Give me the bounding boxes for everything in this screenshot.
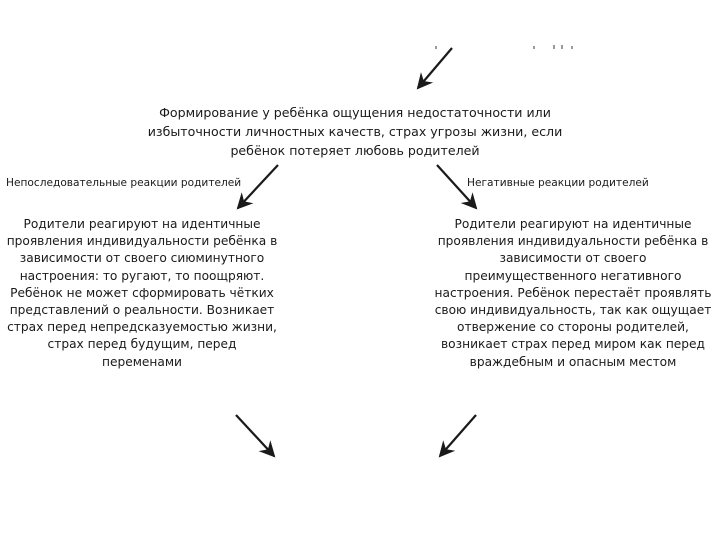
left-branch-fear: Возникает страх перед непредсказуемостью жизни, страх перед будущим, перед переменами: [7, 303, 277, 369]
arrow-right-down: [440, 415, 476, 456]
right-branch-description: Родители реагируют на идентичные проявления индивидуальности ребёнка в зависимости от своего преимущественного негативного настроения.: [434, 217, 709, 300]
arrow-left-down: [236, 415, 274, 456]
right-branch-consequence: Ребёнок перестаёт проявлять свою индивидуальность, так как ощущает отвержение со стороны родителей, возникает страх перед миром как перед враждебным и опасным местом: [434, 285, 712, 369]
right-branch-label: Негативные реакции родителей: [467, 177, 649, 189]
left-branch-consequence: Ребёнок не может сформировать чётких представлений о реальности.: [9, 285, 274, 318]
arrow-to-left-branch: [238, 165, 278, 208]
left-branch-block: [6, 216, 278, 371]
left-branch-description: Родители реагируют на идентичные проявления индивидуальности ребёнка в зависимости от своего сиюминутного настроения: то ругают, то поощряют.: [6, 217, 278, 283]
top-node-text: Формирование у ребёнка ощущения недостаточности или избыточности личностных качеств, страх угрозы жизни, если ребёнок потеряет любовь родителей: [147, 105, 563, 158]
right-branch-block: [433, 216, 713, 371]
faint-text-fragment: [433, 36, 583, 44]
left-branch-label: Непоследовательные реакции родителей: [6, 177, 242, 189]
arrow-into-top-node: [418, 48, 452, 88]
